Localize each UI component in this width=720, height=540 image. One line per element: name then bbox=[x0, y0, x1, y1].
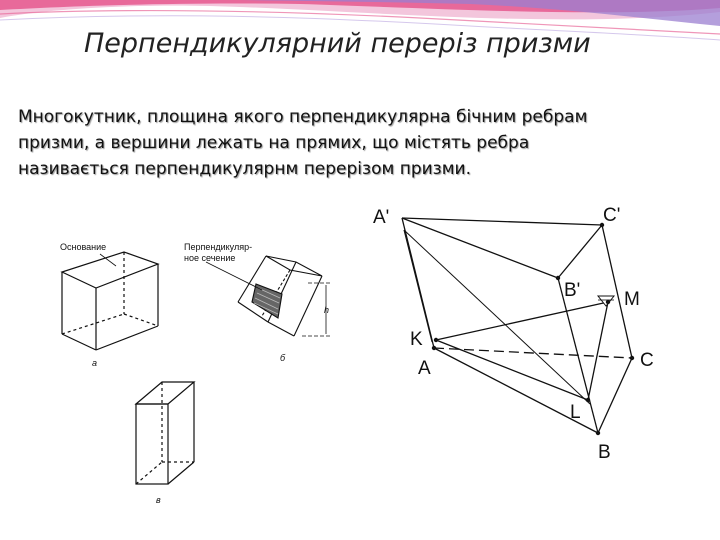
caption-b: б bbox=[280, 353, 286, 363]
vertex-label-c-prime: C' bbox=[603, 205, 621, 226]
caption-a: а bbox=[92, 358, 98, 368]
definition-line-2: призми, а вершини лежать на прямих, що містять ребра bbox=[18, 133, 530, 153]
point-label-k: K bbox=[410, 329, 423, 350]
vertex-label-c: C bbox=[640, 350, 654, 371]
slide-title: Перпендикулярний переріз призми bbox=[84, 28, 591, 59]
vertex-label-a: A bbox=[418, 358, 431, 379]
caption-c: в bbox=[156, 495, 161, 505]
point-label-l: L bbox=[570, 402, 581, 423]
vertex-label-b: B bbox=[598, 442, 611, 463]
label-perpendicular-line1: Перпендикуляр- bbox=[184, 242, 253, 252]
definition-line-3: називається перпендикулярнм перерізом призми. bbox=[18, 159, 471, 179]
label-base: Основание bbox=[60, 242, 107, 252]
label-perpendicular-line2: ное сечение bbox=[184, 253, 236, 263]
definition-line-1: Многокутник, площина якого перпендикулярна бічним ребрам bbox=[18, 107, 588, 127]
vertex-label-b-prime: B' bbox=[564, 280, 581, 301]
point-label-m: M bbox=[624, 289, 640, 310]
label-h: h bbox=[324, 305, 330, 315]
vertex-label-a-prime: A' bbox=[373, 207, 390, 228]
